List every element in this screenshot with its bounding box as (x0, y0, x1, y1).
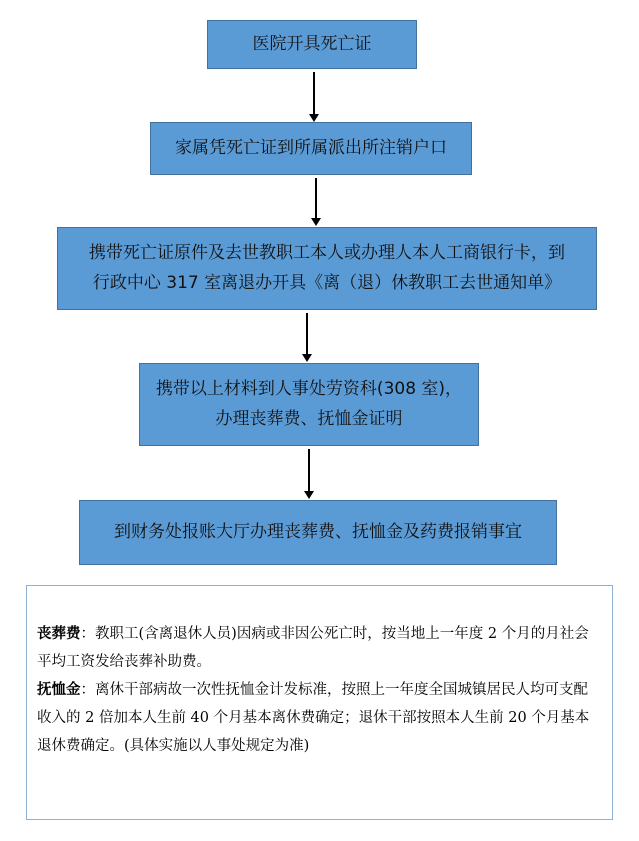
note-funeral (37, 620, 600, 676)
step-5-line-1: 到财务处报账大厅办理丧葬费、抚恤金及药费报销事宜 (114, 521, 522, 542)
notes-box (26, 585, 613, 820)
note-funeral-text: ：教职工(含离退休人员)因病或非因公死亡时，按当地上一年度 2 个月的月社会平均工资发给丧葬补助费。 (37, 626, 589, 670)
note-pension (37, 676, 600, 760)
step-2-box (150, 122, 472, 175)
arrow-down-icon (311, 178, 321, 226)
step-3-line-1: 携带死亡证原件及去世教职工本人或办理人本人工商银行卡，到 (89, 242, 565, 263)
step-4-line-1: 携带以上材料到人事处劳资科(308 室)， (155, 378, 463, 399)
arrow-down-icon (302, 313, 312, 362)
step-3-box (57, 227, 597, 310)
note-pension-text: ：离休干部病故一次性抚恤金计发标准，按照上一年度全国城镇居民人均可支配收入的 2 倍加本人生前 40 个月基本离休费确定；退休干部按照本人生前 20 个月基本退休费确定。(具体实施以人事处规定为准) (37, 682, 590, 754)
step-1-line-1: 医院开具死亡证 (252, 33, 372, 54)
step-4-box (139, 363, 479, 446)
step-5-box (79, 500, 557, 565)
step-2-line-1: 家属凭死亡证到所属派出所注销户口 (175, 137, 447, 158)
note-funeral-term: 丧葬费 (37, 625, 81, 642)
note-pension-term: 抚恤金 (37, 681, 81, 698)
step-4-line-2: 办理丧葬费、抚恤金证明 (215, 408, 403, 429)
step-3-line-2: 行政中心 317 室离退办开具《离（退）休教职工去世通知单》 (92, 272, 562, 293)
step-1-box (207, 20, 417, 69)
arrow-down-icon (304, 449, 314, 499)
arrow-down-icon (309, 72, 319, 122)
